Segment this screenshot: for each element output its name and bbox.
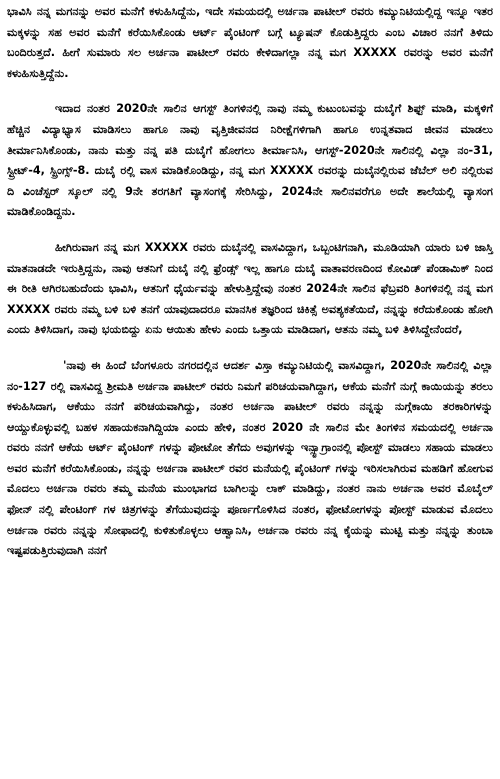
paragraph-son-statement: 'ನಾವು ಈ ಹಿಂದೆ ಬೆಂಗಳೂರು ನಗರದಲ್ಲಿನ ಆದರ್ಶ ವಿಸ್ತಾ ಕಮ್ಯುನಿಟಿಯಲ್ಲಿ ವಾಸವಿದ್ದಾಗ, 2020ನೇ ಸಾಲಿನಲ್ಲಿ ವಿಲ್ಲಾ ನಂ-127 ರಲ್ಲಿ ವಾಸವಿದ್ದ ಶ್ರೀಮತಿ ಅರ್ಚನಾ ಪಾಟೀಲ್ ರವರು ನಿಮಗೆ ಪರಿಚಯವಾಗಿದ್ದಾಗ, ಆಕೆಯ ಮನೆಗೆ ನುಗ್ಗೆ ಕಾಯಿಯನ್ನು ತರಲು ಕಳುಹಿಸಿದಾಗ, ಆಕೆಯು ನನಗೆ ಪರಿಚಯವಾಗಿದ್ದು, ನಂತರ ಅರ್ಚನಾ ಪಾಟೀಲ್ ರವರು ನನ್ನನ್ನು ನುಗ್ಗೆಕಾಯಿ ತರಕಾರಿಗಳನ್ನು ಆಯ್ದುಕೊಳ್ಳುವಲ್ಲಿ ಬಹಳ ಸಹಾಯಕನಾಗಿದ್ದಿಯಾ ಎಂದು ಹೇಳಿ, ನಂತರ 2020 ನೇ ಸಾಲಿನ ಮೇ ತಿಂಗಳಿನ ಸಮಯದಲ್ಲಿ ಅರ್ಚನಾ ರವರು ನನಗೆ ಆಕೆಯ ಆರ್ಟ್ ಪೈಂಟಿಂಗ್ ಗಳನ್ನು ಪೋಟೋ ತೆಗೆದು ಅವುಗಳನ್ನು ಇನ್ಸ್ಟಾಗ್ರಾಂನಲ್ಲಿ ಪೋಸ್ಟ್ ಮಾಡಲು ಸಹಾಯ ಮಾಡಲು ಅವರ ಮನೆಗೆ ಕರೆಯಿಸಿಕೊಂಡು, ನನ್ನನ್ನು ಅರ್ಚನಾ ಪಾಟೀಲ್ ರವರ ಮನೆಯಲ್ಲಿ ಪೈಂಟಿಂಗ್ ಗಳನ್ನು ಇರಿಸಲಾಗಿರುವ ಮಹಡಿಗೆ ಹೋಗುವ ಮೊದಲು ಅರ್ಚನಾ ರವರು ತಮ್ಮ ಮನೆಯ ಮುಂಭಾಗದ ಬಾಗಿಲನ್ನು ಲಾಕ್ ಮಾಡಿದ್ದು, ನಂತರ ನಾನು ಅರ್ಚನಾ ಅವರ ಮೊಬೈಲ್ ಫೋನ್ ನಲ್ಲಿ ಪೇಂಟಿಂಗ್ ಗಳ ಚಿತ್ರಗಳನ್ನು ತೆಗೆಯುವುದನ್ನು ಪೂರ್ಣಗೊಳಿಸಿದ ನಂತರ, ಫೋಟೋಗಳನ್ನು ಪೋಸ್ಟ್ ಮಾಡುವ ಮೊದಲು ಅರ್ಚನಾ ರವರು ನನ್ನನ್ನು ಸೋಫಾದಲ್ಲಿ ಕುಳಿತುಕೊಳ್ಳಲು ಆಹ್ವಾನಿಸಿ, ಅರ್ಚನಾ ರವರು ನನ್ನ ಕೈಯನ್ನು ಮುಟ್ಟಿ ಮತ್ತು ನನ್ನನ್ನು ತುಂಬಾ ಇಷ್ಟಪಡುತ್ತಿರುವುದಾಗಿ ನನಗೆ — [7, 358, 493, 558]
paragraph-son-disclosure: ಹೀಗಿರುವಾಗ ನನ್ನ ಮಗ XXXXX ರವರು ದುಬೈನಲ್ಲಿ ವಾಸವಿದ್ದಾಗ, ಒಬ್ಬಂಟಿಗನಾಗಿ, ಮೂಡಿಯಾಗಿ ಯಾರು ಬಳಿ ಜಾಸ್ತಿ ಮಾತನಾಡದೇ ಇರುತ್ತಿದ್ದನು, ನಾವು ಆತನಿಗೆ ದುಬೈ ನಲ್ಲಿ ಫ್ರೆಂಡ್ಸ್ ಇಲ್ಲ ಹಾಗೂ ದುಬೈ ವಾತಾವರಣದಿಂದ ಕೋವಿಡ್ ಪೆಂಡಾಮಿಕ್ ನಿಂದ ಈ ರೀತಿ ಆಗಿರಬಹುದೆಂದು ಭಾವಿಸಿ, ಆತನಿಗೆ ಧೈರ್ಯವನ್ನು ಹೇಳುತ್ತಿದ್ದೇವು ನಂತರ 2024ನೇ ಸಾಲಿನ ಫೆಬ್ರವರಿ ತಿಂಗಳಿನಲ್ಲಿ ನನ್ನ ಮಗ XXXXX ರವರು ನಮ್ಮ ಬಳಿ ಬಳಿ ತನಗೆ ಯಾವುದಾದರೂ ಮಾನಸಿಕ ತಜ್ಞರಿಂದ ಚಿಕಿತ್ಸೆ ಅವಶ್ಯಕತೆಯಿದೆ, ನನ್ನನ್ನು ಕರೆದುಕೊಂಡು ಹೋಗಿ ಎಂದು ತಿಳಿಸಿದಾಗ, ನಾವು ಭಯಬಿದ್ದು ಏನು ಆಯಿತು ಹೇಳು ಎಂದು ಒತ್ತಾಯ ಮಾಡಿದಾಗ, ಆತನು ನಮ್ಮ ಬಳಿ ತಿಳಿಸಿದ್ದೇನೆಂದರೆ, — [7, 240, 493, 337]
paragraph-dubai-relocation: ಇದಾದ ನಂತರ 2020ನೇ ಸಾಲಿನ ಆಗಸ್ಟ್ ತಿಂಗಳಿನಲ್ಲಿ ನಾವು ನಮ್ಮ ಕುಟುಂಬವನ್ನು ದುಬೈಗೆ ಶಿಫ್ಟ್ ಮಾಡಿ, ಮಕ್ಕಳಿಗೆ ಹೆಚ್ಚಿನ ವಿದ್ಯಾಭ್ಯಾಸ ಮಾಡಿಸಲು ಹಾಗೂ ನಾವು ವೃತ್ತಿಜೀವನದ ನಿರೀಕ್ಷೆಗಳಿಗಾಗಿ ಹಾಗೂ ಉನ್ನತವಾದ ಜೀವನ ಮಾಡಲು ತೀರ್ಮಾನಿಸಿಕೊಂಡು, ನಾನು ಮತ್ತು ನನ್ನ ಪತಿ ದುಬೈಗೆ ಹೋಗಲು ತೀರ್ಮಾನಿಸಿ, ಆಗಸ್ಟ್-2020ನೇ ಸಾಲಿನಲ್ಲಿ ವಿಲ್ಲಾ ನಂ-31, ಸ್ಟ್ರೀಟ್-4, ಸ್ಪ್ರಿಂಗ್ಸ್-8. ದುಬೈ ರಲ್ಲಿ ವಾಸ ಮಾಡಿಕೊಂಡಿದ್ದು, ನನ್ನ ಮಗ XXXXX ರವರನ್ನು ದುಬೈನಲ್ಲಿರುವ ಜೆಬೆಲ್ ಅಲಿ ನಲ್ಲಿರುವ ದಿ ವಿಂಚೆಸ್ಟರ್ ಸ್ಕೂಲ್ ನಲ್ಲಿ 9ನೇ ತರಗತಿಗೆ ವ್ಯಾಸಂಗಕ್ಕೆ ಸೇರಿಸಿದ್ದು, 2024ನೇ ಸಾಲಿನವರೆಗೂ ಅದೇ ಶಾಲೆಯಲ್ಲಿ ವ್ಯಾಸಂಗ ಮಾಡಿಕೊಂಡಿದ್ದನು. — [7, 102, 493, 219]
paragraph-continuation: ಭಾವಿಸಿ ನನ್ನ ಮಗನನ್ನು ಅವರ ಮನೆಗೆ ಕಳುಹಿಸಿದ್ದೆನು, ಇದೇ ಸಮಯದಲ್ಲಿ ಅರ್ಚನಾ ಪಾಟೀಲ್ ರವರು ಕಮ್ಯುನಿಟಿಯಲ್ಲಿದ್ದ ಇನ್ನೂ ಇತರ ಮಕ್ಕಳನ್ನು ಸಹ ಅವರ ಮನೆಗೆ ಕರೆಯಿಸಿಕೊಂಡು ಆರ್ಟ್ ಪೈಂಟಿಂಗ್ ಬಗ್ಗೆ ಟ್ಯೂಷನ್ ಕೊಡುತ್ತಿದ್ದರು ಎಂಬ ವಿಚಾರ ನನಗೆ ತಿಳಿದು ಬಂದಿರುತ್ತದೆ. ಹೀಗೆ ಸುಮಾರು ಸಲ ಅರ್ಚನಾ ಪಾಟೀಲ್ ರವರು ಕೇಳಿದಾಗಲ್ಲಾ ನನ್ನ ಮಗ XXXXX ರವರನ್ನು ಅವರ ಮನೆಗೆ ಕಳುಹಿಸುತ್ತಿದ್ದೆನು. — [7, 5, 493, 80]
